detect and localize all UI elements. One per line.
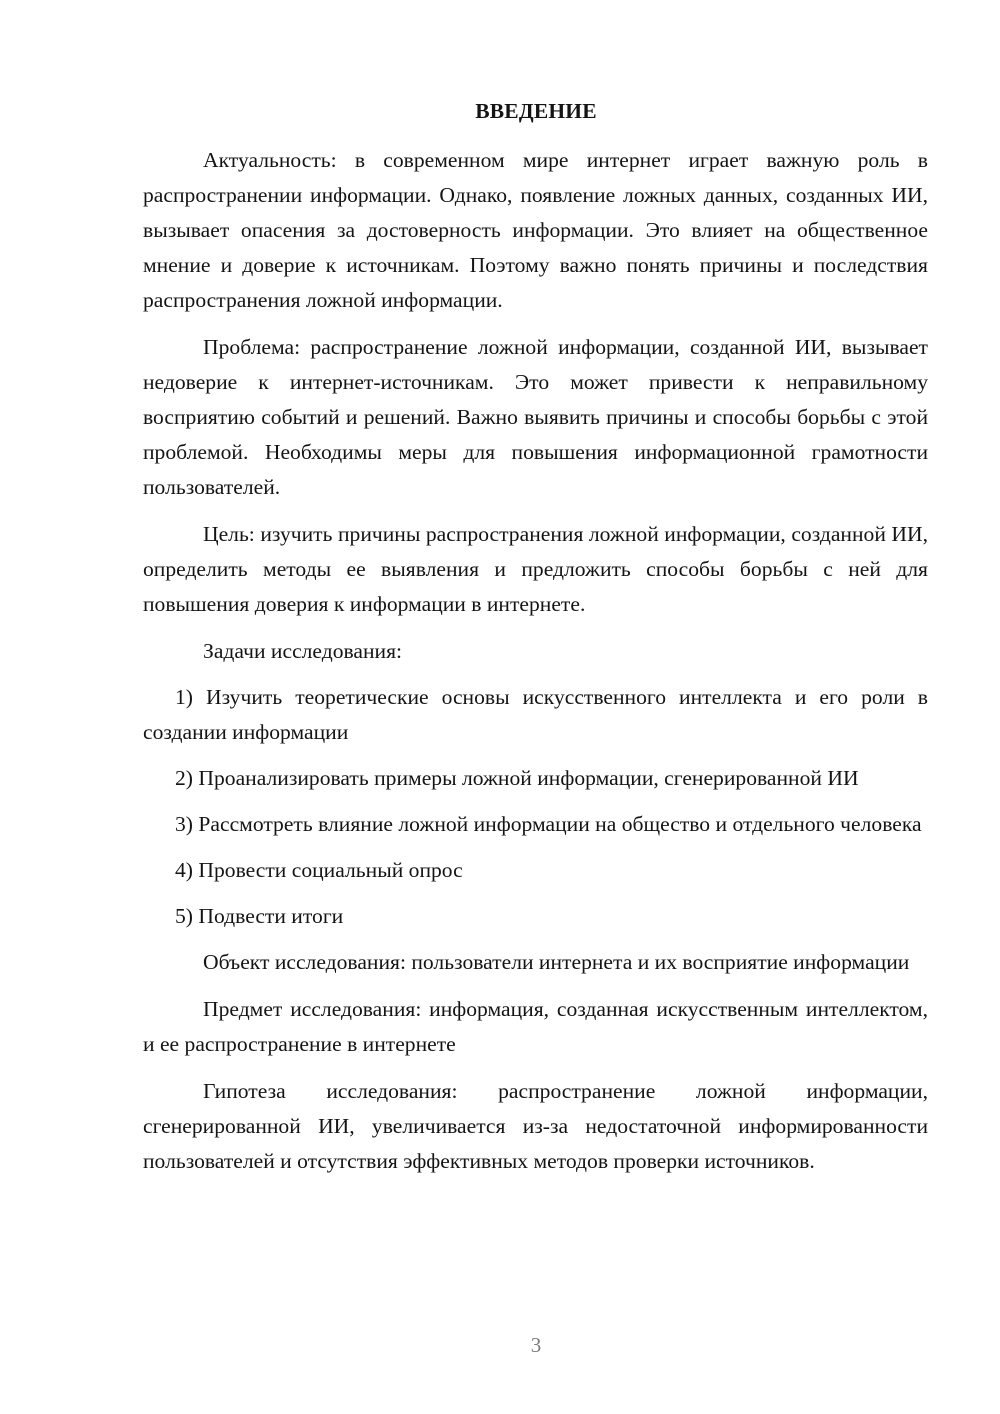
paragraph-object: Объект исследования: пользователи интернета и их восприятие информации: [203, 950, 910, 974]
paragraph-hypothesis: Гипотеза исследования: распространение ложной информации, сгенерированной ИИ, увеличивается из-за недостаточной информированности пользователей и отсутствия эффективных методов проверки источников.: [143, 1079, 928, 1173]
page-title: ВВЕДЕНИЕ: [475, 99, 597, 123]
paragraph-goal: Цель: изучить причины распространения ложной информации, созданной ИИ, определить методы ее выявления и предложить способы борьбы с ней для повышения доверия к информации в интернете.: [143, 522, 928, 616]
task-item-5: 5) Подвести итоги: [175, 904, 344, 928]
task-item-2: 2) Проанализировать примеры ложной информации, сгенерированной ИИ: [175, 766, 859, 790]
document-body: [143, 143, 928, 1179]
tasks-heading: Задачи исследования:: [203, 639, 403, 663]
paragraph-problem: Проблема: распространение ложной информации, созданной ИИ, вызывает недоверие к интернет-источникам. Это может привести к неправильному восприятию событий и решений. Важно выявить причины и способы борьбы с этой проблемой. Необходимы меры для повышения информационной грамотности пользователей.: [143, 335, 928, 499]
paragraph-subject: Предмет исследования: информация, созданная искусственным интеллектом, и ее распространение в интернете: [143, 997, 928, 1056]
paragraph-relevance: Актуальность: в современном мире интернет играет важную роль в распространении информации. Однако, появление ложных данных, созданных ИИ, вызывает опасения за достоверность информации. Это влияет на общественное мнение и доверие к источникам. Поэтому важно понять причины и последствия распространения ложной информации.: [143, 148, 928, 312]
task-item-3: 3) Рассмотреть влияние ложной информации на общество и отдельного человека: [175, 812, 922, 836]
page-number: 3: [530, 1333, 542, 1357]
task-item-4: 4) Провести социальный опрос: [175, 858, 463, 882]
task-item-1: 1) Изучить теоретические основы искусственного интеллекта и его роли в создании информации: [143, 685, 928, 744]
